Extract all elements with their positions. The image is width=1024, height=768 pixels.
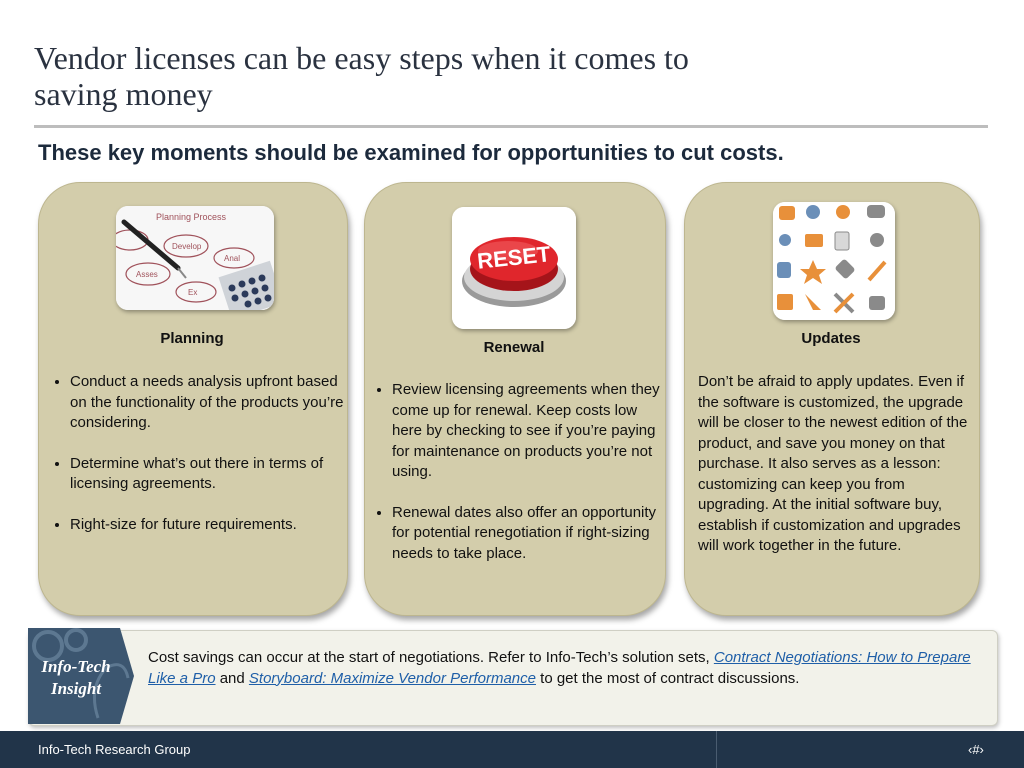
slide-title: Vendor licenses can be easy steps when it comes to saving money	[34, 40, 689, 112]
planning-process-image	[116, 206, 274, 310]
planning-bullet: • Conduct a needs analysis upfront based on the functionality of the products you’re considering.	[70, 372, 350, 434]
reset-label: RESET	[476, 241, 552, 274]
insight-gears-icon	[28, 628, 134, 724]
image-label-planning: Planning Process	[156, 212, 227, 222]
footer-divider	[716, 731, 717, 768]
image-label-ex: Ex	[188, 288, 198, 297]
title-divider	[34, 125, 988, 128]
software-icons-image	[773, 202, 895, 320]
planning-bullet-list	[48, 372, 350, 555]
updates-heading: Updates	[801, 330, 861, 347]
reset-button-image	[452, 207, 576, 329]
insight-badge-line1: Info-Tech	[41, 657, 111, 676]
slide-subtitle: These key moments should be examined for opportunities to cut costs.	[38, 140, 784, 165]
renewal-bullet-list	[370, 380, 668, 584]
renewal-bullet: • Review licensing agreements when they come up for renewal. Keep costs low here by checking to see if you’re paying for maintenance on products you’re not using.	[392, 380, 668, 483]
image-label-anal: Anal	[224, 254, 241, 263]
insight-text	[148, 648, 978, 689]
insight-badge-line2: Insight	[50, 679, 102, 698]
insight-text-before: Cost savings can occur at the start of negotiations. Refer to Info-Tech’s solution sets,	[148, 649, 714, 666]
renewal-heading: Renewal	[483, 339, 545, 356]
storyboard-vendor-performance-link[interactable]: Storyboard: Maximize Vendor Performance	[248, 669, 536, 687]
reset-button-icon	[452, 207, 576, 329]
info-tech-insight-badge	[28, 628, 134, 724]
insight-text-mid: and	[215, 669, 249, 687]
planning-diagram-icon	[116, 206, 274, 310]
image-label-asses: Asses	[136, 270, 158, 279]
updates-paragraph: Don’t be afraid to apply updates. Even if the software is customized, the upgrade will be closer to the newest edition of the product, and save you money on that purchase. It also serves as a lesson: customizing can keep you from upgrading. At the initial software buy, establish if customization and upgrades will work together in the future.	[698, 373, 968, 554]
software-icons-grid-icon	[773, 202, 895, 320]
planning-bullet: • Right-size for future requirements.	[70, 515, 350, 536]
renewal-bullet: • Renewal dates also offer an opportunity for potential renegotiation if right-sizing needs to take place.	[392, 503, 668, 565]
image-label-develop: Develop	[172, 242, 202, 251]
insight-text-after: to get the most of contract discussions.	[536, 669, 800, 687]
planning-heading: Planning	[160, 330, 224, 347]
contract-negotiations-link[interactable]: Contract Negotiations: How to Prepare Like a Pro	[148, 649, 971, 687]
footer-slide-number: ‹#›	[968, 742, 984, 757]
planning-bullet: • Determine what’s out there in terms of licensing agreements.	[70, 454, 350, 495]
footer-company-name: Info-Tech Research Group	[38, 742, 191, 757]
